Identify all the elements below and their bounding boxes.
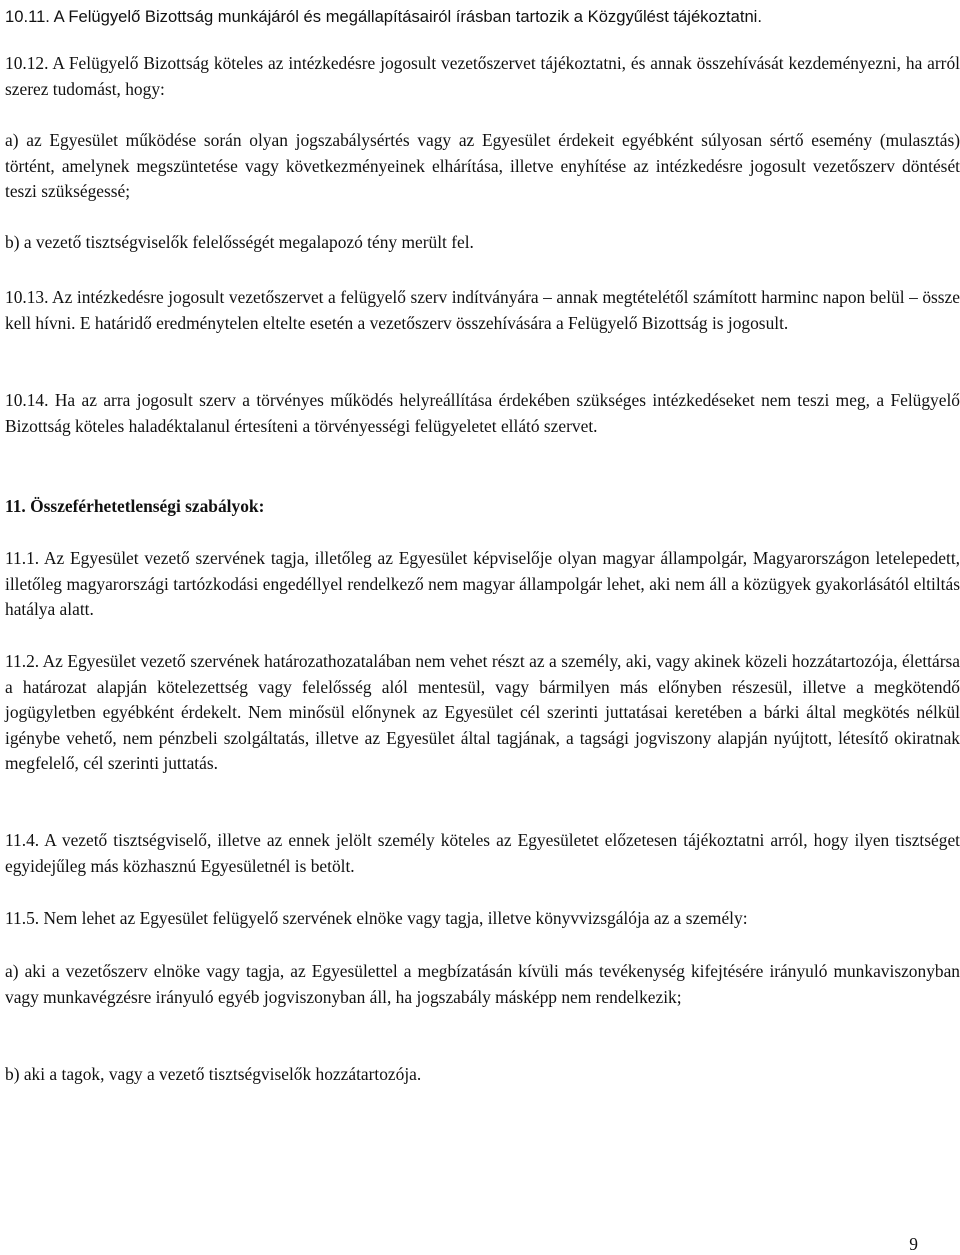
paragraph-10-12: 10.12. A Felügyelő Bizottság köteles az intézkedésre jogosult vezetőszervet tájékoztatni, és annak összehívását kezdeményezni, ha arról szerez tudomást, hogy: <box>5 53 960 99</box>
paragraph-10-12-b: b) a vezető tisztségviselők felelősségét megalapozó tény merült fel. <box>5 232 474 252</box>
paragraph-10-12-a: a) az Egyesület működése során olyan jogszabálysértés vagy az Egyesület érdekeit egyébként súlyosan sértő esemény (mulasztás) történt, amelynek megszüntetése vagy következményeinek elhárítása, illetve enyhítése az intézkedésre jogosult vezetőszerv döntését teszi szükségessé; <box>5 130 960 202</box>
paragraph-11-2: 11.2. Az Egyesület vezető szervének határozathozatalában nem vehet részt az a személy, aki, vagy akinek közeli hozzátartozója, élettársa a határozat alapján kötelezettség vagy felelősség alól mentesül, vagy bármilyen más előnyben részesül, illetve a megkötendő jogügyletben egyébként érdekelt. Nem minősül előnynek az Egyesület cél szerinti juttatásai keretében a bárki által megkötés nélkül igénybe vehető, nem pénzbeli szolgáltatás, illetve az Egyesület által tagjának, a tagsági jogviszony alapján nyújtott, létesítő okiratnak megfelelő, cél szerinti juttatás. <box>5 651 960 774</box>
section-heading-11: 11. Összeférhetetlenségi szabályok: <box>5 496 265 516</box>
paragraph-11-5-a: a) aki a vezetőszerv elnöke vagy tagja, az Egyesülettel a megbízatásán kívüli más tevékenység kifejtésére irányuló munkaviszonyban vagy munkavégzésre irányuló egyéb jogviszonyban áll, ha jogszabály másképp nem rendelkezik; <box>5 961 960 1007</box>
paragraph-11-5-b: b) aki a tagok, vagy a vezető tisztségviselők hozzátartozója. <box>5 1064 422 1084</box>
page-number: 9 <box>909 1234 918 1254</box>
paragraph-10-13: 10.13. Az intézkedésre jogosult vezetőszervet a felügyelő szerv indítványára – annak megtételétől számított harminc napon belül – össze kell hívni. E határidő eredménytelen eltelte esetén a vezetőszerv összehívására a Felügyelő Bizottság is jogosult. <box>5 287 960 333</box>
paragraph-10-14: 10.14. Ha az arra jogosult szerv a törvényes működés helyreállítása érdekében szükséges intézkedéseket nem teszi meg, a Felügyelő Bizottság köteles haladéktalanul értesíteni a törvényességi felügyeletet ellátó szervet. <box>5 390 960 436</box>
paragraph-11-1: 11.1. Az Egyesület vezető szervének tagja, illetőleg az Egyesület képviselője olyan magyar állampolgár, Magyarországon letelepedett, illetőleg magyarországi tartózkodási engedéllyel rendelkező nem magyar állampolgár lehet, aki nem áll a közügyek gyakorlásától eltiltás hatálya alatt. <box>5 548 960 620</box>
paragraph-10-11: 10.11. A Felügyelő Bizottság munkájáról és megállapításairól írásban tartozik a Közgyűlést tájékoztatni. <box>5 7 762 26</box>
paragraph-11-5: 11.5. Nem lehet az Egyesület felügyelő szervének elnöke vagy tagja, illetve könyvvizsgálója az a személy: <box>5 908 748 928</box>
paragraph-11-4: 11.4. A vezető tisztségviselő, illetve az ennek jelölt személy köteles az Egyesületet előzetesen tájékoztatni arról, hogy ilyen tisztséget egyidejűleg más közhasznú Egyesületnél is betölt. <box>5 830 960 876</box>
